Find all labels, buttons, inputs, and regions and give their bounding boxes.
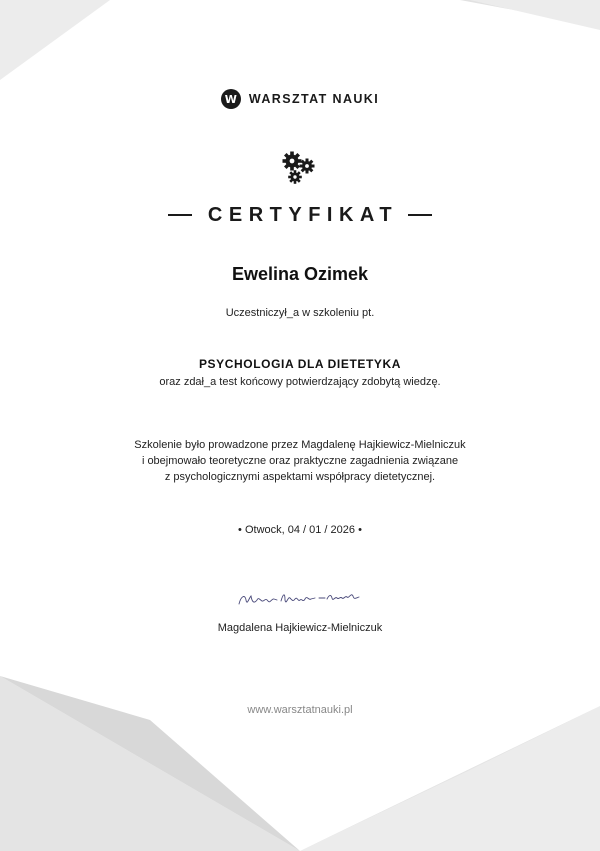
- title-dash-right: [408, 214, 432, 216]
- website-link[interactable]: www.warsztatnauki.pl: [247, 704, 353, 716]
- signer-name: Magdalena Hajkiewicz-Mielniczuk: [217, 622, 383, 634]
- course-title: PSYCHOLOGIA DLA DIETETYKA: [198, 357, 402, 371]
- certificate-title-row: [0, 200, 600, 230]
- participation-text: Uczestniczył_a w szkoleniu pt.: [225, 307, 375, 319]
- description: [0, 437, 600, 485]
- signature-image: [0, 586, 600, 612]
- certificate-title: CERTYFIKAT: [207, 203, 399, 226]
- description-line: z psychologicznymi aspektami współpracy dietetycznej.: [164, 471, 436, 483]
- recipient-name: Ewelina Ozimek: [231, 264, 369, 284]
- brand-name: WARSZTAT NAUKI: [248, 92, 380, 106]
- brand-header: [0, 88, 600, 110]
- brand-logo-letter: W: [224, 92, 237, 106]
- description-line: i obejmowało teoretyczne oraz praktyczne zagadnienia związane: [141, 455, 459, 467]
- w-logo-icon: [221, 89, 241, 109]
- place-date: • Otwock, 04 / 01 / 2026 •: [238, 524, 362, 536]
- gears-icon: [0, 150, 600, 186]
- description-line: Szkolenie było prowadzone przez Magdalenę Hajkiewicz-Mielniczuk: [134, 439, 466, 451]
- title-dash-left: [168, 214, 192, 216]
- passed-text: oraz zdał_a test końcowy potwierdzający zdobytą wiedzę.: [159, 376, 441, 388]
